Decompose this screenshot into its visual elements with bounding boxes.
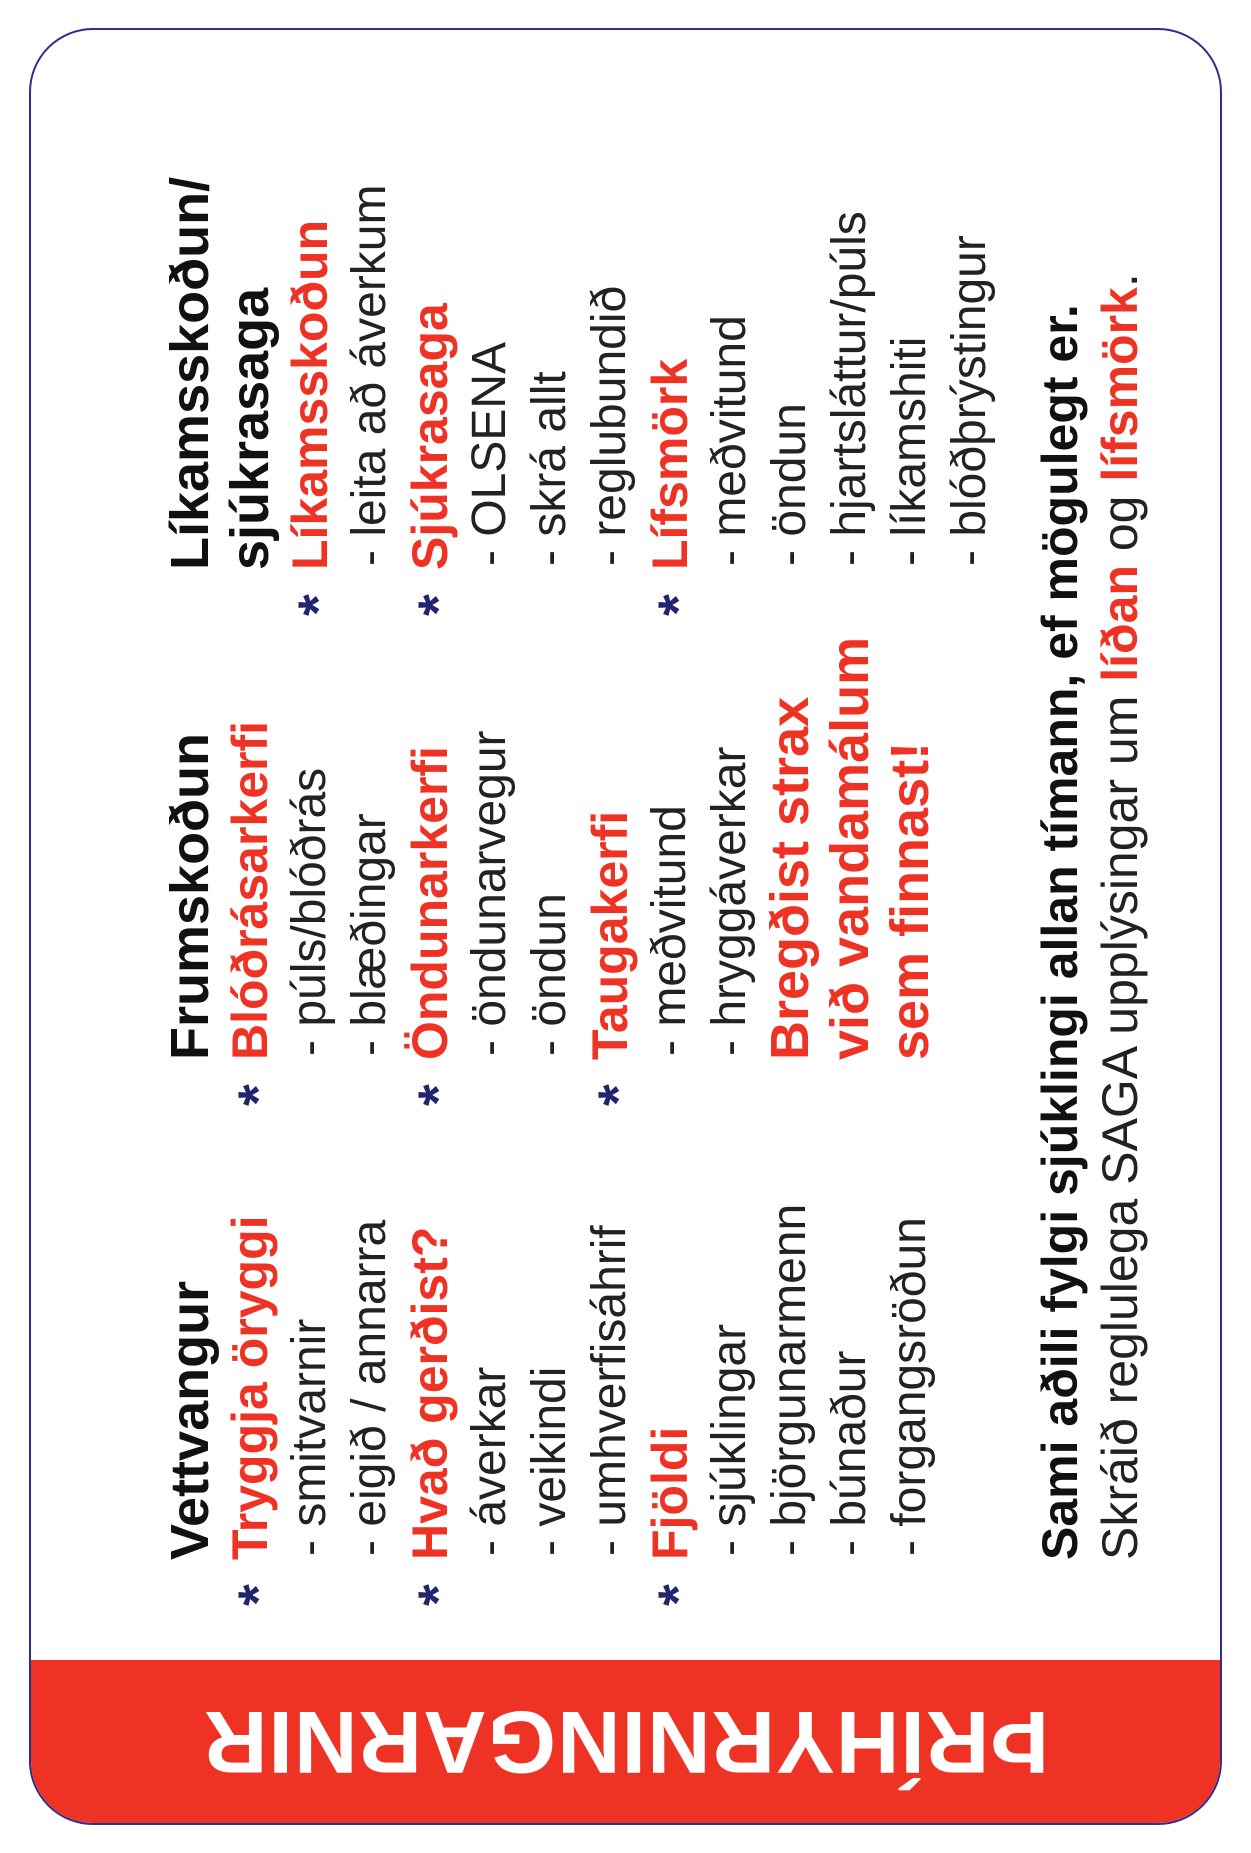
column-heading: Frumskoðun: [160, 732, 220, 1060]
asterisk-icon: *: [406, 1084, 469, 1106]
content-area: [160, 110, 1160, 1606]
list-item: - reglubundið: [583, 285, 636, 566]
list-item: - hjartsláttur/púls: [823, 211, 876, 566]
list-item: - hryggáverkar: [703, 746, 756, 1056]
page-title: ÞRÍHYRNINGARNIR: [202, 1692, 1049, 1792]
footer: [1030, 110, 1150, 1560]
list-item: - forgangsröðun: [883, 1217, 936, 1556]
section-label: [400, 100, 469, 616]
section-label-text: Sjúkrasaga: [402, 303, 458, 570]
section-label-text: Fjöldi: [642, 1426, 698, 1560]
section-label: [580, 590, 649, 1106]
asterisk-icon: *: [646, 594, 709, 616]
title-banner: [31, 1660, 1220, 1823]
callout-line: Bregðist strax: [760, 696, 820, 1060]
list-item: - eigið / annarra: [343, 1219, 396, 1556]
list-item: - búnaður: [823, 1350, 876, 1556]
asterisk-icon: *: [226, 1584, 289, 1606]
footer-line-1: Sami aðili fylgi sjúklingi allan tímann, ef mögulegt er.: [1032, 304, 1088, 1560]
list-item: - meðvitund: [703, 315, 756, 566]
section-label-text: Blóðrásarkerfi: [222, 720, 278, 1060]
callout: [760, 637, 940, 1060]
list-item: - meðvitund: [643, 805, 696, 1056]
list-item: - líkamshiti: [883, 336, 936, 566]
section-label: [640, 100, 709, 616]
list-item: - smitvarnir: [283, 1318, 336, 1556]
section-label: [640, 1090, 709, 1606]
asterisk-icon: *: [406, 1584, 469, 1606]
asterisk-icon: *: [646, 1584, 709, 1606]
asterisk-icon: *: [586, 1084, 649, 1106]
section-label: [280, 100, 349, 616]
footer-text: og: [1092, 481, 1148, 566]
section-label: [400, 590, 469, 1106]
footer-line-2: [1090, 110, 1150, 1560]
footer-text: Skráið reglulega SAGA upplýsingar um: [1092, 681, 1148, 1560]
list-item: - skrá allt: [523, 371, 576, 566]
section-label-text: Taugakerfi: [582, 810, 638, 1060]
asterisk-icon: *: [406, 594, 469, 616]
section-label: [220, 590, 289, 1106]
section-label-text: Hvað gerðist?: [402, 1226, 458, 1560]
footer-text: .: [1092, 273, 1148, 288]
footer-emphasis-lifsmork: lífsmörk: [1092, 287, 1148, 482]
list-item: - áverkar: [463, 1366, 516, 1556]
callout-line: sem finnast!: [880, 741, 940, 1060]
list-item: - sjúklingar: [703, 1323, 756, 1556]
list-item: - OLSENA: [463, 341, 516, 566]
section-label-text: Tryggja öryggi: [222, 1215, 278, 1560]
list-item: - björgunarmenn: [763, 1203, 816, 1556]
asterisk-icon: *: [286, 594, 349, 616]
section-label-text: Líkamsskoðun: [282, 219, 338, 570]
list-item: - umhverfisáhrif: [583, 1225, 636, 1556]
list-item: - púls/blóðrás: [283, 767, 336, 1056]
column-heading: Líkamsskoðun/: [160, 176, 220, 570]
section-label-text: Lífsmörk: [642, 358, 698, 570]
column-vettvangur: [160, 1090, 940, 1606]
column-heading-line-2: sjúkrasaga: [220, 287, 280, 570]
list-item: - öndunarvegur: [463, 730, 516, 1056]
list-item: - blæðingar: [343, 813, 396, 1056]
footer-emphasis-lidan: líðan: [1092, 565, 1148, 682]
list-item: - blóðþrýstingur: [943, 235, 996, 566]
list-item: - leita að áverkum: [343, 184, 396, 566]
section-label-text: Öndunarkerfi: [402, 746, 458, 1060]
list-item: - veikindi: [523, 1366, 576, 1556]
column-likamsskodun: [160, 100, 1000, 616]
section-label: [220, 1090, 289, 1606]
section-label: [400, 1090, 469, 1606]
callout-line: við vandamálum: [820, 636, 880, 1060]
column-frumskodun: [160, 590, 940, 1106]
list-item: - öndun: [523, 893, 576, 1056]
asterisk-icon: *: [226, 1084, 289, 1106]
column-heading: Vettvangur: [160, 1280, 220, 1560]
list-item: - öndun: [763, 403, 816, 566]
